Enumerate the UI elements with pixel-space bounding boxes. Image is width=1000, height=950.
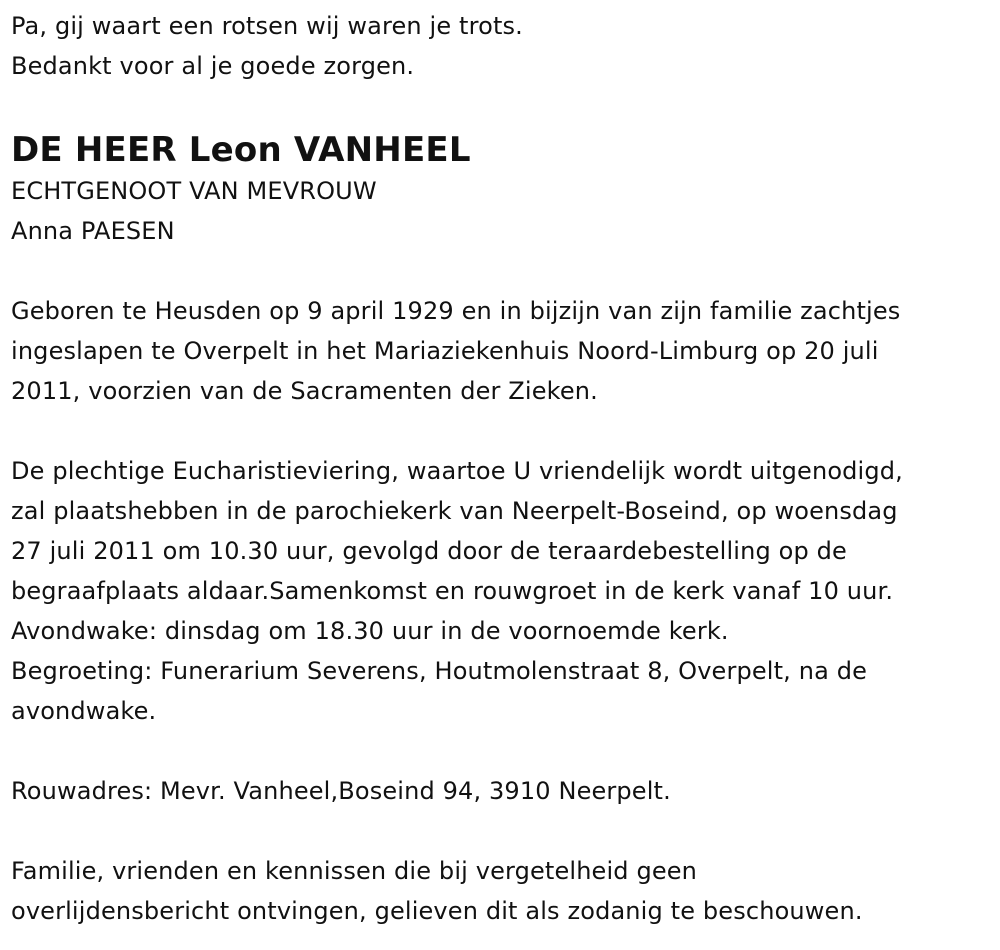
spacer	[11, 731, 996, 771]
paragraph-line: 27 juli 2011 om 10.30 uur, gevolgd door de teraardebestelling op de	[11, 537, 847, 565]
paragraph-line: Avondwake: dinsdag om 18.30 uur in de voornoemde kerk.	[11, 617, 729, 645]
closing-section	[11, 851, 996, 931]
spacer	[11, 251, 996, 291]
birth-death-section	[11, 291, 996, 411]
address-section	[11, 771, 996, 811]
spacer	[11, 811, 996, 851]
intro-line: Pa, gij waart een rotsen wij waren je trots.	[11, 12, 523, 40]
spacer	[11, 86, 996, 126]
paragraph-line: Geboren te Heusden op 9 april 1929 en in bijzijn van zijn familie zachtjes	[11, 297, 901, 325]
paragraph-line: avondwake.	[11, 697, 157, 725]
paragraph-line: overlijdensbericht ontvingen, gelieven dit als zodanig te beschouwen.	[11, 897, 863, 925]
ceremony-section	[11, 451, 996, 731]
paragraph-line: zal plaatshebben in de parochiekerk van Neerpelt-Boseind, op woensdag	[11, 497, 898, 525]
obituary-notice	[11, 6, 996, 931]
paragraph-line: Begroeting: Funerarium Severens, Houtmolenstraat 8, Overpelt, na de	[11, 657, 868, 685]
paragraph-line: 2011, voorzien van de Sacramenten der Zieken.	[11, 377, 598, 405]
spouse-name: Anna PAESEN	[11, 217, 175, 245]
mourning-address: Rouwadres: Mevr. Vanheel,Boseind 94, 3910 Neerpelt.	[11, 777, 671, 805]
spacer	[11, 411, 996, 451]
paragraph-line: Familie, vrienden en kennissen die bij vergetelheid geen	[11, 857, 698, 885]
deceased-name: DE HEER Leon VANHEEL	[11, 130, 471, 170]
paragraph-line: begraafplaats aldaar.Samenkomst en rouwgroet in de kerk vanaf 10 uur.	[11, 577, 894, 605]
intro-section	[11, 6, 996, 86]
intro-line: Bedankt voor al je goede zorgen.	[11, 52, 415, 80]
paragraph-line: ingeslapen te Overpelt in het Mariaziekenhuis Noord-Limburg op 20 juli	[11, 337, 879, 365]
relation-line: ECHTGENOOT VAN MEVROUW	[11, 177, 377, 205]
deceased-section	[11, 130, 996, 251]
paragraph-line: De plechtige Eucharistieviering, waartoe U vriendelijk wordt uitgenodigd,	[11, 457, 903, 485]
